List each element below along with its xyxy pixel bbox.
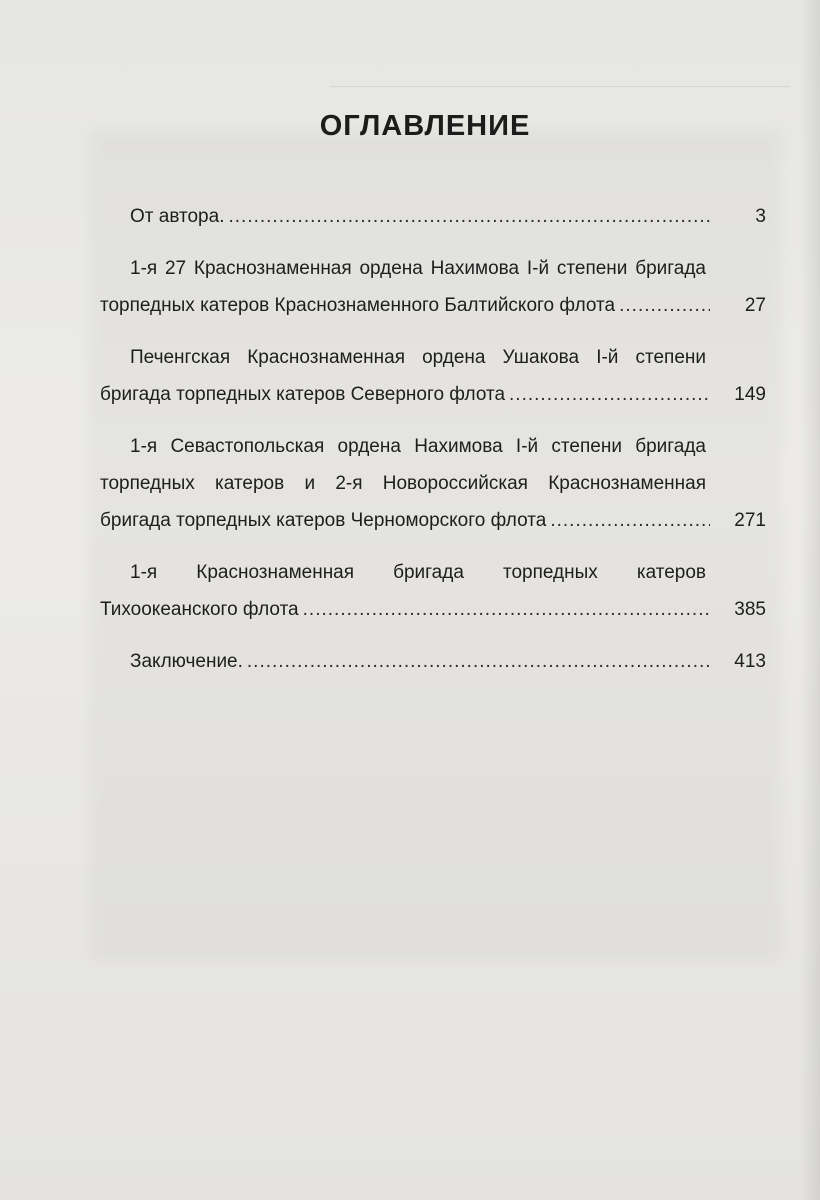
table-of-contents — [100, 198, 766, 695]
toc-entry-northern — [100, 339, 766, 413]
toc-entry-text: 1-я Севастопольская ордена Нахимова I-й степени бригада — [130, 436, 706, 457]
toc-entry-line — [100, 643, 766, 680]
dot-leader — [509, 376, 710, 413]
toc-entry-text: 1-я 27 Краснознаменная ордена Нахимова I-й степени бригада — [130, 258, 706, 279]
toc-entry-text: бригада торпедных катеров Черноморского флота — [100, 510, 547, 531]
toc-entry-line — [100, 591, 766, 628]
toc-entry-black-sea — [100, 428, 766, 539]
toc-entry-line — [100, 287, 766, 324]
dot-leader — [619, 287, 710, 324]
toc-entry-conclusion — [100, 643, 766, 680]
toc-page-number: 271 — [734, 510, 766, 531]
toc-entry-text: От автора. — [130, 206, 225, 227]
toc-entry-text: 1-я Краснознаменная бригада торпедных катеров — [130, 562, 706, 583]
toc-entry-baltic — [100, 250, 766, 324]
show-through-header — [330, 56, 790, 87]
toc-page-number: 413 — [734, 651, 766, 672]
dot-leader — [303, 591, 710, 628]
toc-entry-text: Тихоокеанского флота — [100, 599, 299, 620]
toc-page-number: 27 — [744, 295, 766, 316]
dot-leader — [550, 502, 710, 539]
toc-entry-author — [100, 198, 766, 235]
toc-entry-line — [100, 376, 766, 413]
toc-entry-pacific — [100, 554, 766, 628]
toc-entry-line — [100, 198, 766, 235]
page-title: ОГЛАВЛЕНИЕ — [319, 110, 531, 142]
page-edge-shadow — [800, 0, 820, 1200]
toc-entry-line — [100, 502, 766, 539]
dot-leader — [228, 198, 710, 235]
toc-entry-text: Заключение. — [130, 651, 243, 672]
toc-page-number: 3 — [755, 206, 766, 227]
toc-entry-text: Печенгская Краснознаменная ордена Ушакова I-й степени — [130, 347, 706, 368]
toc-page-number: 385 — [734, 599, 766, 620]
toc-page-number: 149 — [734, 384, 766, 405]
dot-leader — [247, 643, 710, 680]
toc-entry-text: торпедных катеров Краснознаменного Балтийского флота — [100, 295, 616, 316]
toc-entry-text: бригада торпедных катеров Северного флота — [100, 384, 506, 405]
toc-entry-text: торпедных катеров и 2-я Новороссийская Краснознаменная — [100, 473, 706, 494]
